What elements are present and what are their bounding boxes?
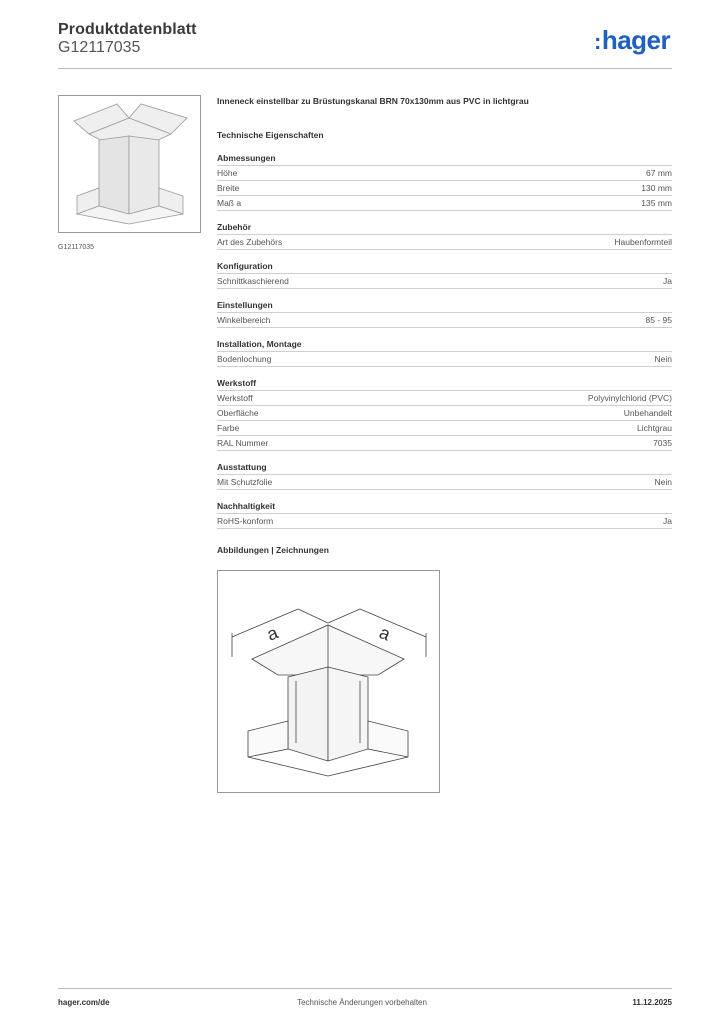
spec-label: Farbe: [217, 423, 240, 433]
page-title: Produktdatenblatt: [58, 21, 197, 38]
spec-value: Lichtgrau: [637, 423, 672, 433]
spec-row: [217, 313, 672, 328]
spec-value: Haubenformteil: [614, 237, 672, 247]
spec-label: Mit Schutzfolie: [217, 477, 273, 487]
spec-label: Oberfläche: [217, 408, 259, 418]
thumbnail-caption: G12117035: [58, 244, 95, 251]
footer-divider: [58, 988, 672, 989]
spec-value: 7035: [653, 438, 672, 448]
section-abmessungen: [217, 152, 672, 211]
spec-label: RAL Nummer: [217, 438, 269, 448]
spec-label: Höhe: [217, 168, 238, 178]
spec-value: Ja: [663, 276, 672, 286]
article-number: G12117035: [58, 39, 141, 56]
spec-row: [217, 181, 672, 196]
section-konfiguration: [217, 260, 672, 289]
spec-row: [217, 406, 672, 421]
section-title: Ausstattung: [217, 461, 672, 475]
product-description: Inneneck einstellbar zu Brüstungskanal BRN 70x130mm aus PVC in lichtgrau: [217, 96, 529, 106]
spec-label: Bodenlochung: [217, 354, 272, 364]
spec-row: [217, 514, 672, 529]
spec-row: [217, 421, 672, 436]
spec-row: [217, 391, 672, 406]
section-zubehoer: [217, 221, 672, 250]
hager-logo: :hager: [594, 25, 671, 55]
footer-notice: Technische Änderungen vorbehalten: [297, 998, 427, 1007]
spec-value: 85 - 95: [645, 315, 672, 325]
spec-label: Schnittkaschierend: [217, 276, 289, 286]
spec-row: [217, 235, 672, 250]
spec-value: Ja: [663, 516, 672, 526]
section-title: Installation, Montage: [217, 338, 672, 352]
spec-row: [217, 475, 672, 490]
spec-row: [217, 274, 672, 289]
spec-value: Nein: [654, 477, 672, 487]
spec-row: [217, 166, 672, 181]
dimension-label-right: a: [376, 622, 394, 645]
spec-content: [217, 96, 672, 555]
spec-row: [217, 352, 672, 367]
spec-label: RoHS-konform: [217, 516, 274, 526]
spec-value: Polyvinylchlorid (PVC): [587, 393, 672, 403]
logo-text: hager: [601, 25, 671, 55]
spec-row: [217, 436, 672, 451]
section-ausstattung: [217, 461, 672, 490]
section-werkstoff: [217, 377, 672, 451]
spec-label: Werkstoff: [217, 393, 253, 403]
spec-value: Nein: [654, 354, 672, 364]
section-title: Zubehör: [217, 221, 672, 235]
section-installation: [217, 338, 672, 367]
spec-row: [217, 196, 672, 211]
drawings-heading: Abbildungen | Zeichnungen: [217, 545, 329, 555]
dimension-label-left: a: [264, 622, 281, 645]
spec-value: 67 mm: [646, 168, 672, 178]
section-nachhaltigkeit: [217, 500, 672, 529]
spec-label: Art des Zubehörs: [217, 237, 283, 247]
section-title: Werkstoff: [217, 377, 672, 391]
spec-value: Unbehandelt: [623, 408, 672, 418]
product-thumbnail: [58, 95, 201, 233]
section-title: Abmessungen: [217, 152, 672, 166]
footer-website-link[interactable]: hager.com/de: [58, 998, 110, 1007]
technical-drawing: [217, 570, 440, 793]
spec-label: Winkelbereich: [217, 315, 271, 325]
tech-heading: Technische Eigenschaften: [217, 130, 324, 140]
spec-label: Breite: [217, 183, 240, 193]
header-divider: [58, 68, 672, 69]
section-einstellungen: [217, 299, 672, 328]
section-title: Nachhaltigkeit: [217, 500, 672, 514]
spec-label: Maß a: [217, 198, 242, 208]
spec-value: 135 mm: [641, 198, 672, 208]
section-title: Einstellungen: [217, 299, 672, 313]
footer-date: 11.12.2025: [632, 998, 672, 1007]
spec-value: 130 mm: [641, 183, 672, 193]
section-title: Konfiguration: [217, 260, 672, 274]
